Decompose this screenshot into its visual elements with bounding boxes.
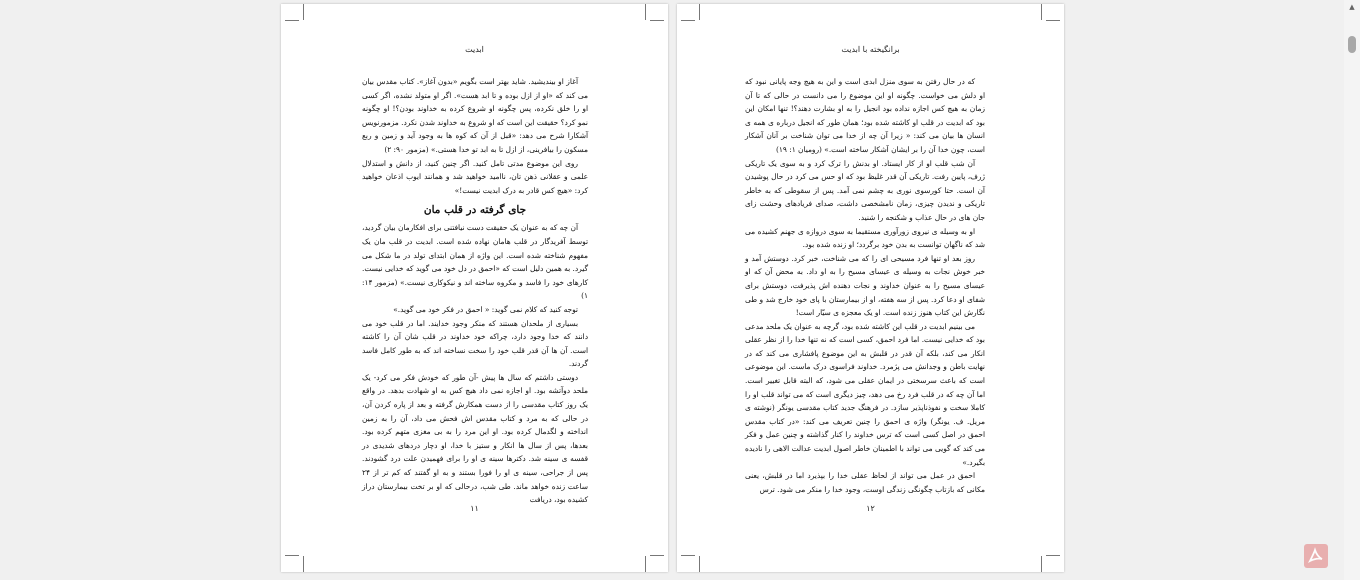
crop-mark xyxy=(1040,552,1060,572)
paragraph: آن چه که به عنوان یک حقیقت دست نیافتنی برای افکارمان بیان گردید، توسط آفریدگار در قلب هامان نهاده شده است. ابدیت در قلب مان یک مفهوم شناخته شده است. این واژه از همان ابتدای تولد در ما شکل می گیرد. به همین دلیل است که «احمق در دل خود می گوید که خدایی نیست. کارهای خود را فاسد و مکروه ساخته اند و نیکوکاری نیست.» (مزمور ۱۴: ۱) xyxy=(362,223,588,301)
section-heading: جای گرفته در قلب مان xyxy=(423,204,527,217)
paragraph: بسیاری از ملحدان هستند که منکر وجود خدایند. اما در قلب خود می دانند که خدا وجود دارد، چراکه خود خداوند در قلب شان آن را کاشته است. آن ها آن قدر قلب خود را سخت نساخته اند که به طور کامل فاسد گردند. xyxy=(362,318,588,369)
pdf-page-11 xyxy=(281,4,668,572)
paragraph: روز بعد او تنها فرد مسیحی ای را که می شناخت، خبر کرد. دوستش آمد و خبر خوش نجات به وسیله ی عیسای مسیح را به او داد. به محض آن که او عیسای مسیح را به عنوان خداوند و نجات دهنده اش پذیرفت، دوستش برای شفای او دعا کرد. پس از سه هفته، او از بیمارستان با پای خود خارج شد و طی نگارش این کتاب هنوز زنده است. او یک معجزه ی سیّار است! xyxy=(745,253,985,318)
paragraph: آن شب قلب او از کار ایستاد. او بدنش را ترک کرد و به سوی یک تاریکی ژرف، پایین رفت. تاریکی آن قدر غلیظ بود که او حس می کرد در حال پوشیدن آن است. حتا کورسوی نوری به چشم نمی آمد. پس از سقوطی که به خاطر تاریکی و ندیدن چیزی، زمان نامشخصی داشت، صدای فریادهای وحشت زای جان های در حال عذاب و شکنجه را شنید. xyxy=(745,158,985,222)
crop-mark xyxy=(285,4,305,24)
paragraph: احمق در عمل می تواند از لحاظ عقلی خدا را بپذیرد اما در قلبش، یعنی مکانی که بازتاب چگونگی زندگی اوست، وجود خدا را منکر می شود. ترس xyxy=(745,471,985,494)
paragraph: توجه کنید که کلام نمی گوید: « احمق در فکر خود می گوید.» xyxy=(393,304,578,314)
crop-mark xyxy=(1040,4,1060,24)
pdf-page-12 xyxy=(677,4,1064,572)
page-text xyxy=(745,75,985,494)
scroll-up-icon[interactable]: ▲ xyxy=(1349,3,1355,11)
paragraph: او به وسیله ی نیروی زورآوری مستقیما به سوی دروازه ی جهنم کشیده می شد که ناگهان توانست به بدن خود برگردد؛ او زنده شده بود. xyxy=(745,226,985,250)
pdf-icon[interactable] xyxy=(1304,544,1328,568)
crop-mark xyxy=(285,552,305,572)
page-text xyxy=(362,75,588,505)
crop-mark xyxy=(681,4,701,24)
running-head: برانگیخته با ابدیت xyxy=(841,45,900,54)
paragraph: می بینیم ابدیت در قلب این کاشته شده بود، گرچه به عنوان یک ملحد مدعی بود که خدایی نیست. اما فرد احمق، کسی است که نه تنها خدا را از نظر عقلی انکار می کند، بلکه آن قدر در قلبش به این موضوع پافشاری می کند که در نهایت باطن و وجدانش می پژمرد. خداوند فراسوی درک ماست. این موضوعی است که باعث سرسختی در ایمان عقلی می شود، که البته قابل تغییر است. اما آن چه که در قلب فرد رخ می دهد، چیز دیگری است که می تواند قلب او را کاملا سخت و نفوذناپذیر سازد. در فرهنگ جدید کتاب مقدسی یونگر (نوشته ی مریل. ف. یونگر) واژه ی احمق را چنین تعریف می کند: «در کتاب مقدس احمق در اصل کسی است که ترس خداوند را کنار گذاشته و چنین عمل و فکر می کند که گویی می تواند با اطمینان خاطر اصول ابدیت عدالت الاهی را نادیده بگیرد.» xyxy=(745,321,985,467)
vertical-scrollbar[interactable] xyxy=(1344,0,1360,580)
paragraph: آغاز او بیندیشید. شاید بهتر است بگویم «بدون آغاز». کتاب مقدس بیان می کند که «او از ازل بوده و تا ابد هست». اگر او متولد نشده، اگر کسی او را خلق نکرده، پس چگونه او شروع کرده به خداوند بودن؟! او چگونه نمو کرد؟ حقیقت این است که او شروع به خداوند شدن نکرد. مزمورنویس آشکارا شرح می دهد: «قبل از آن که کوه ها به وجود آید و زمین و ربع مسکون را بیافرینی، از ازل تا به ابد تو خدا هستی.» (مزمور ۹۰: ۲) xyxy=(362,77,588,154)
paragraph: که در حال رفتن به سوی منزل ابدی است و این به هیچ وجه پایانی نبود که او دلش می خواست. چگونه او این موضوع را می دانست در حالی که تا آن زمان به هیچ کس اجازه نداده بود انجیل را به او بشارت دهند؟! تنها امکان این بود که ابدیت در قلب او کاشته شده بود؛ همان طور که انجیل درباره ی همه ی انسان ها بیان می کند: « زیرا آن چه از خدا می توان شناخت بر آنان آشکار است، چون خدا آن را بر ایشان آشکار ساخته است.» (رومیان ۱: ۱۹) xyxy=(745,77,985,154)
scrollbar-thumb[interactable] xyxy=(1348,36,1356,53)
crop-mark xyxy=(644,4,664,24)
crop-mark xyxy=(681,552,701,572)
paragraph: روی این موضوع مدتی تامل کنید. اگر چنین کنید، از دانش و استدلال علمی و عقلانی ذهن تان، ناامید خواهید شد و همانند ایوب اذعان خواهید کرد: «هیچ کس قادر به درک ابدیت نیست!» xyxy=(362,158,588,195)
crop-mark xyxy=(644,552,664,572)
paragraph: دوستی داشتم که سال ها پیش -آن طور که خودش فکر می کرد- یک ملحد دوآتشه بود. او اجازه نمی داد هیچ کس به او شهادت بدهد. در واقع یک روز کتاب مقدسی را از دست همکارش گرفته و بعد از پاره کردن آن، در حالی که به مرد و کتاب مقدس اش فحش می داد، آن را به زمین انداخته و لگدمال کرده بود. او این مرد را به بی مغزی متهم کرده بود. بعدها، پس از سال ها انکار و ستیز با خدا، او دچار دردهای شدیدی در قفسه ی سینه شد. دکترها سینه ی او را برای فهمیدن علت درد گشودند. پس از جراحی، سینه ی او را فورا بستند و به او گفتند که کم تر از ۲۴ ساعت زنده خواهد ماند. طی شب، درحالی که او بر تخت بیمارستان دراز کشیده بود، دریافت xyxy=(362,372,588,505)
page-number: ۱۲ xyxy=(866,504,875,513)
running-head: ابدیت xyxy=(465,45,484,54)
page-number: ۱۱ xyxy=(470,504,479,513)
